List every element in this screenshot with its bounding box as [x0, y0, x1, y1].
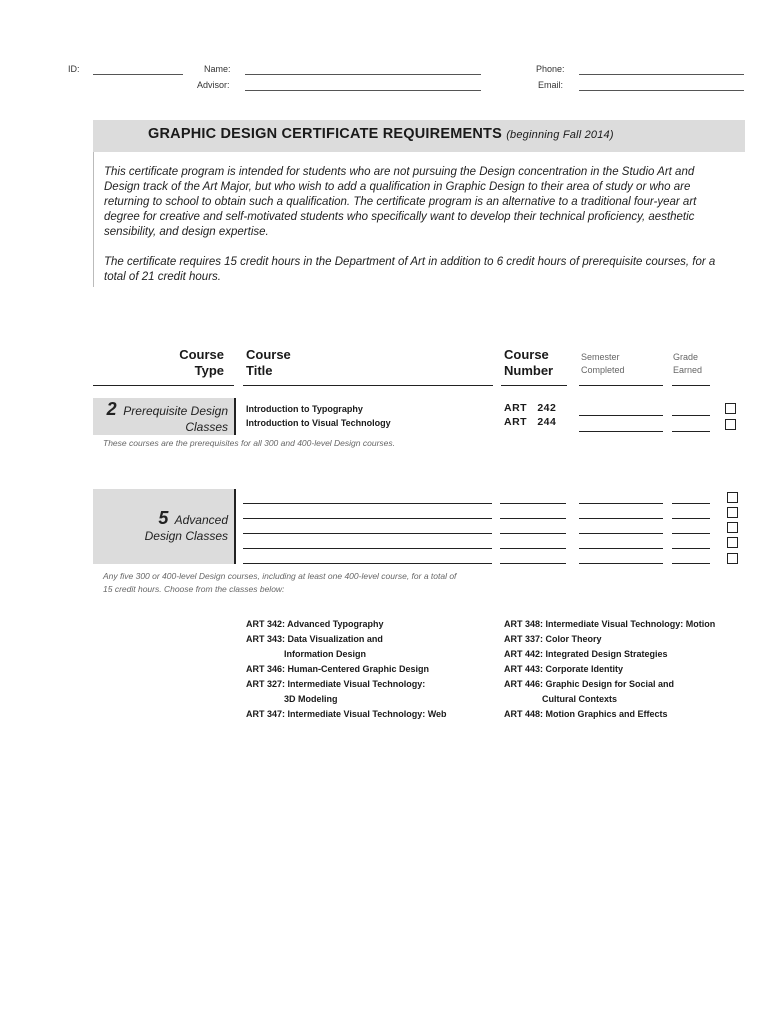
name-field[interactable]: [245, 74, 481, 75]
advanced-label-line2: Design Classes: [144, 529, 228, 543]
advanced-number-field-3[interactable]: [500, 533, 566, 534]
advanced-divider: [234, 489, 236, 564]
name-label: Name:: [204, 64, 231, 74]
col-course-number-line1: Course: [504, 347, 549, 362]
email-label: Email:: [538, 80, 564, 90]
advanced-checkbox-5[interactable]: [727, 553, 738, 564]
prerequisite-label-line2: Classes: [185, 420, 228, 434]
advisor-label: Advisor:: [197, 80, 230, 90]
intro-rule: [93, 152, 94, 287]
advanced-checkbox-3[interactable]: [727, 522, 738, 533]
email-field[interactable]: [579, 90, 744, 91]
prereq-checkbox-2[interactable]: [725, 419, 736, 430]
advanced-semester-field-1[interactable]: [579, 503, 663, 504]
col-course-type: [160, 347, 224, 379]
prereq-course-title-2: Introduction to Visual Technology: [246, 418, 391, 428]
prerequisite-group-label: [96, 401, 228, 435]
course-list-item: ART 342: Advanced Typography: [246, 619, 384, 629]
course-list-item: ART 347: Intermediate Visual Technology: Web: [246, 709, 447, 719]
col-semester-line2: Completed: [581, 365, 625, 375]
advisor-field[interactable]: [245, 90, 481, 91]
course-list-right: [504, 617, 715, 722]
course-list-item: ART 442: Integrated Design Strategies: [504, 649, 668, 659]
advanced-title-field-5[interactable]: [243, 563, 492, 564]
advanced-note: [103, 570, 456, 596]
col-course-title: [246, 347, 291, 379]
course-list-item: ART 448: Motion Graphics and Effects: [504, 709, 668, 719]
advanced-checkbox-1[interactable]: [727, 492, 738, 503]
prereq-checkbox-1[interactable]: [725, 403, 736, 414]
advanced-grade-field-3[interactable]: [672, 533, 710, 534]
course-list-item: ART 343: Data Visualization and Information Design: [246, 634, 383, 659]
col-semester-line1: Semester: [581, 352, 620, 362]
course-list-item: ART 327: Intermediate Visual Technology: 3D Modeling: [246, 679, 426, 704]
col-course-number-line2: Number: [504, 363, 554, 378]
col-course-title-line1: Course: [246, 347, 291, 362]
intro-paragraph-1: This certificate program is intended for students who are not pursuing the Design concentration in the Studio Art and Design track of the Art Major, but who wish to add a qualification in Graphic Design to their area of study or who are returning to school to obtain such a qualification. The certificate program is an alternative to a traditional four-year art degree for creative and self-motivated students who specifically want to develop their technical proficiency, aesthetic sensibility, and design expertise.: [104, 166, 697, 238]
header-rule-title: [243, 385, 493, 386]
col-course-type-line2: Type: [194, 363, 224, 378]
prereq-course-number-2: ART 244: [504, 416, 557, 428]
prereq-course-number-1: ART 242: [504, 402, 557, 414]
course-list-item: ART 348: Intermediate Visual Technology: Motion: [504, 619, 716, 629]
prerequisite-note: These courses are the prerequisites for all 300 and 400-level Design courses.: [103, 438, 395, 448]
advanced-checkbox-2[interactable]: [727, 507, 738, 518]
id-field[interactable]: [93, 74, 183, 75]
phone-field[interactable]: [579, 74, 744, 75]
advanced-grade-field-5[interactable]: [672, 563, 710, 564]
advanced-grade-field-4[interactable]: [672, 548, 710, 549]
prerequisite-label-line1: Prerequisite Design: [123, 404, 228, 418]
course-list-item: ART 337: Color Theory: [504, 634, 602, 644]
prerequisite-count: 2: [106, 399, 117, 419]
page-title: [148, 126, 614, 142]
header-rule-type: [93, 385, 234, 386]
advanced-semester-field-5[interactable]: [579, 563, 663, 564]
prereq-semester-field-1[interactable]: [579, 415, 663, 416]
prereq-grade-field-1[interactable]: [672, 415, 710, 416]
advanced-number-field-5[interactable]: [500, 563, 566, 564]
advanced-semester-field-3[interactable]: [579, 533, 663, 534]
advanced-semester-field-2[interactable]: [579, 518, 663, 519]
col-grade-line2: Earned: [673, 365, 703, 375]
advanced-checkbox-4[interactable]: [727, 537, 738, 548]
header-rule-number: [501, 385, 567, 386]
col-semester: [581, 351, 625, 377]
advanced-note-line2: 15 credit hours. Choose from the classes below:: [103, 584, 285, 594]
advanced-grade-field-2[interactable]: [672, 518, 710, 519]
advanced-group-label: [96, 510, 228, 544]
header-rule-grade: [672, 385, 710, 386]
advanced-number-field-1[interactable]: [500, 503, 566, 504]
advanced-grade-field-1[interactable]: [672, 503, 710, 504]
col-grade-line1: Grade: [673, 352, 699, 362]
header-rule-semester: [579, 385, 663, 386]
advanced-count: 5: [158, 508, 169, 528]
intro-paragraph-2: The certificate requires 15 credit hours in the Department of Art in addition to 6 credit hours of prerequisite courses, for a total of 21 credit hours.: [104, 256, 716, 283]
col-grade: [673, 351, 702, 377]
prerequisite-divider: [234, 398, 236, 435]
course-list-left: [246, 617, 447, 722]
advanced-number-field-4[interactable]: [500, 548, 566, 549]
advanced-title-field-1[interactable]: [243, 503, 492, 504]
id-label: ID:: [68, 64, 80, 74]
course-list-item: ART 346: Human-Centered Graphic Design: [246, 664, 430, 674]
advanced-label-line1: Advanced: [174, 513, 228, 527]
col-course-number: [504, 347, 553, 379]
advanced-semester-field-4[interactable]: [579, 548, 663, 549]
page-title-subtitle: (beginning Fall 2014): [506, 129, 614, 141]
advanced-note-line1: Any five 300 or 400-level Design courses, including at least one 400-level course, for a total of: [103, 571, 457, 581]
prereq-course-title-1: Introduction to Typography: [246, 404, 363, 414]
phone-label: Phone:: [536, 64, 565, 74]
course-list-item: ART 446: Graphic Design for Social and Cultural Contexts: [504, 679, 675, 704]
course-list-item: ART 443: Corporate Identity: [504, 664, 624, 674]
prereq-semester-field-2[interactable]: [579, 431, 663, 432]
col-course-type-line1: Course: [179, 347, 224, 362]
advanced-title-field-3[interactable]: [243, 533, 492, 534]
advanced-number-field-2[interactable]: [500, 518, 566, 519]
col-course-title-line2: Title: [246, 363, 273, 378]
advanced-title-field-2[interactable]: [243, 518, 492, 519]
advanced-title-field-4[interactable]: [243, 548, 492, 549]
prereq-grade-field-2[interactable]: [672, 431, 710, 432]
page-title-main: GRAPHIC DESIGN CERTIFICATE REQUIREMENTS: [148, 126, 502, 142]
